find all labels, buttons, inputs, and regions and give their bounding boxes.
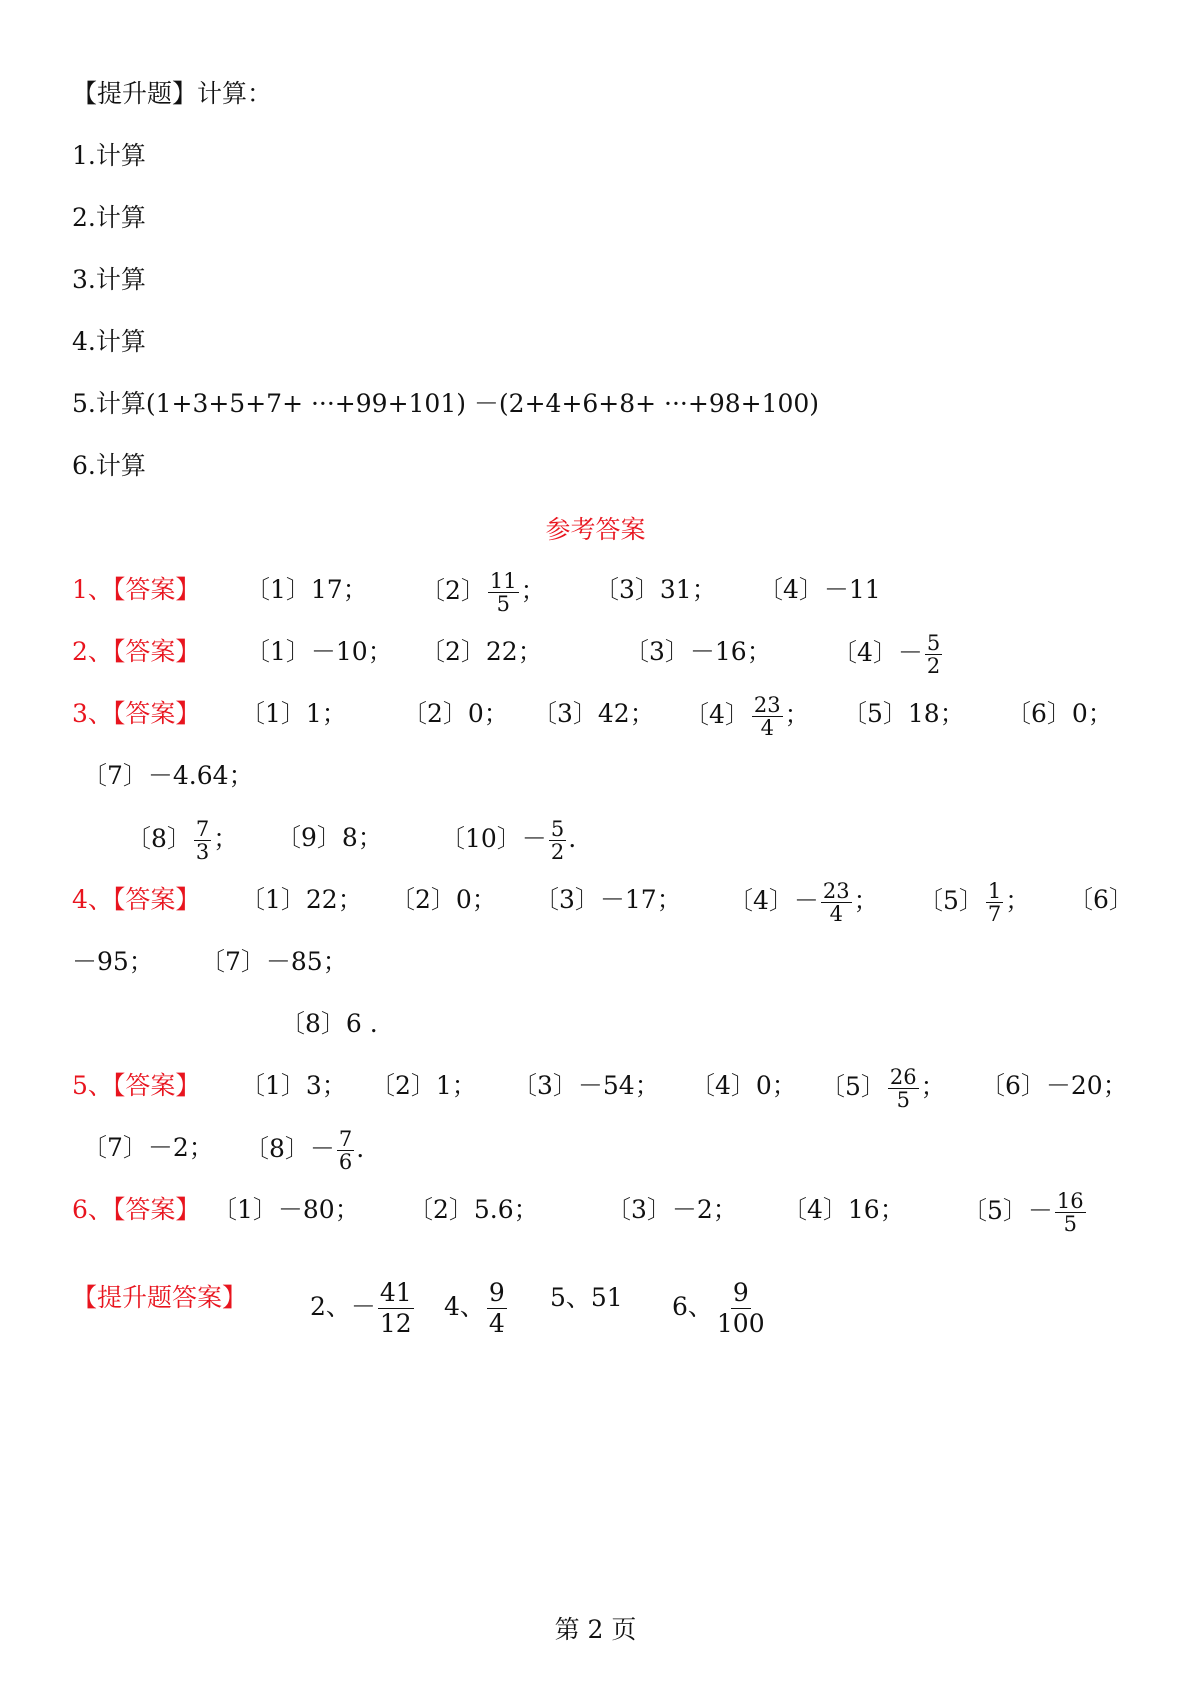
fraction-numerator: 5 [550, 817, 565, 841]
fraction-denominator: 7 [987, 902, 1002, 926]
answer-5-part-8 [244, 1127, 365, 1174]
fraction-denominator: 5 [896, 1088, 910, 1112]
answer-5-part-6: 〔6〕－20； [980, 1071, 1128, 1100]
fraction-numerator: 11 [489, 569, 517, 593]
answer-2-part-4 [832, 631, 944, 678]
answer-5-part-4: 〔4〕0； [690, 1071, 797, 1100]
fraction-denominator: 5 [1063, 1212, 1077, 1236]
fraction-numerator: 26 [889, 1065, 917, 1089]
advanced-answer-2-fraction [378, 1278, 414, 1339]
answer-6-part-5 [962, 1189, 1088, 1236]
answer-3-part-9: 〔9〕8； [276, 823, 383, 852]
problem-3: 3.计算 [72, 265, 146, 294]
answer-5-fraction-8 [337, 1128, 354, 1173]
fraction-denominator: 3 [195, 840, 210, 864]
answer-3-part-10-label: 〔10〕－ [440, 824, 547, 853]
answer-6-part-4: 〔4〕16； [782, 1195, 905, 1224]
answer-4-part-3: 〔3〕－17； [534, 885, 682, 914]
answer-2-part-1: 〔1〕－10； [245, 637, 393, 666]
answer-4-part-2: 〔2〕0； [390, 885, 497, 914]
fraction-numerator: 5 [926, 631, 941, 655]
advanced-answer-6-fraction [715, 1278, 767, 1339]
advanced-answer-6 [672, 1278, 769, 1338]
advanced-answer-4-label: 4、 [444, 1292, 485, 1321]
answer-4-part-4-label: 〔4〕－ [728, 886, 819, 915]
answer-6-part-5-label: 〔5〕－ [962, 1196, 1053, 1225]
answer-2-part-4-label: 〔4〕－ [832, 638, 923, 667]
fraction-numerator: 7 [338, 1127, 353, 1151]
advanced-answer-2-label: 2、－ [310, 1292, 376, 1321]
answer-3-part-4 [684, 693, 810, 740]
fraction-numerator: 41 [379, 1278, 412, 1307]
answer-6-fraction-5 [1055, 1190, 1086, 1235]
answer-4-part-5-label: 〔5〕 [918, 886, 984, 915]
answer-3-part-4-end: ； [784, 700, 810, 729]
answer-3-part-5: 〔5〕18； [842, 699, 965, 728]
answer-1-part-2-end: ； [520, 576, 546, 605]
advanced-answer-4 [444, 1278, 509, 1338]
answer-4-part-6-value: －95； [72, 947, 154, 976]
answer-3-fraction-4 [752, 694, 783, 739]
answer-5-part-7: 〔7〕－2； [82, 1133, 214, 1162]
answer-5-part-5-label: 〔5〕 [820, 1072, 886, 1101]
answer-6-part-3: 〔3〕－2； [606, 1195, 738, 1224]
fraction-numerator: 16 [1056, 1189, 1084, 1213]
answer-3-tag: 3、【答案】 [72, 699, 201, 728]
answer-6-part-1: 〔1〕－80； [212, 1195, 360, 1224]
answer-5-tag: 5、【答案】 [72, 1071, 201, 1100]
section-title: 【提升题】计算： [72, 79, 273, 108]
problem-4: 4.计算 [72, 327, 146, 356]
fraction-denominator: 12 [379, 1309, 412, 1338]
answer-4-part-5 [918, 879, 1031, 926]
answer-6-part-2: 〔2〕5.6； [408, 1195, 539, 1224]
answer-6-tag: 6、【答案】 [72, 1195, 201, 1224]
problem-2: 2.计算 [72, 203, 146, 232]
answer-4-fraction-4 [821, 880, 852, 925]
answer-5-fraction-5 [888, 1066, 919, 1111]
answer-4-part-8: 〔8〕6 . [280, 1009, 378, 1038]
answer-2-part-3: 〔3〕－16； [624, 637, 772, 666]
answer-4-part-5-end: ； [1005, 886, 1031, 915]
answer-3-part-10-end: . [568, 824, 577, 853]
answer-1-part-2-label: 〔2〕 [420, 576, 486, 605]
advanced-answer-tag: 【提升题答案】 [72, 1283, 248, 1312]
answer-4-part-4-end: ； [853, 886, 879, 915]
answer-4-part-7: 〔7〕－85； [200, 947, 348, 976]
fraction-denominator: 2 [550, 840, 565, 864]
fraction-numerator: 23 [822, 879, 850, 903]
answer-3-part-7: 〔7〕－4.64； [82, 761, 254, 790]
answer-1-part-4: 〔4〕－11 [758, 575, 881, 604]
problem-6: 6.计算 [72, 451, 146, 480]
answers-heading: 参考答案 [545, 515, 646, 544]
answer-1-part-2 [420, 569, 546, 616]
answer-3-part-8-end: ； [213, 824, 239, 853]
fraction-denominator: 100 [716, 1309, 765, 1338]
answer-3-part-4-label: 〔4〕 [684, 700, 750, 729]
answer-5-part-5-end: ； [920, 1072, 946, 1101]
answer-3-part-6: 〔6〕0； [1006, 699, 1113, 728]
problem-5: 5.计算(1+3+5+7+ ···+99+101) －(2+4+6+8+ ···+98+100) [72, 389, 820, 418]
answer-3-fraction-10 [549, 818, 566, 863]
answer-4-part-4 [728, 879, 879, 926]
fraction-numerator: 9 [488, 1278, 505, 1307]
answer-5-part-8-end: . [356, 1134, 365, 1163]
answer-2-part-2: 〔2〕22； [420, 637, 543, 666]
page-number: 第 2 页 [554, 1615, 637, 1644]
advanced-answer-2 [310, 1278, 416, 1338]
fraction-denominator: 6 [338, 1150, 353, 1174]
answer-3-part-8 [126, 817, 239, 864]
answer-4-fraction-5 [986, 880, 1003, 925]
answer-3-part-1: 〔1〕1； [240, 699, 347, 728]
answer-3-part-2: 〔2〕0； [402, 699, 509, 728]
fraction-denominator: 5 [496, 592, 510, 616]
answer-4-tag: 4、【答案】 [72, 885, 201, 914]
answer-3-fraction-8 [194, 818, 211, 863]
answer-1-part-1: 〔1〕17； [245, 575, 368, 604]
advanced-answer-4-fraction [487, 1278, 507, 1339]
fraction-denominator: 2 [926, 654, 941, 678]
advanced-answer-5: 5、51 [550, 1283, 623, 1312]
answer-2-fraction [925, 632, 942, 677]
answer-3-part-10 [440, 817, 577, 864]
answer-5-part-8-label: 〔8〕－ [244, 1134, 335, 1163]
answer-5-part-5 [820, 1065, 946, 1112]
fraction-denominator: 4 [488, 1309, 505, 1338]
fraction-denominator: 4 [760, 716, 774, 740]
fraction-denominator: 4 [829, 902, 843, 926]
fraction-numerator: 1 [987, 879, 1002, 903]
answer-4-part-1: 〔1〕22； [240, 885, 363, 914]
answer-5-part-3: 〔3〕－54； [512, 1071, 660, 1100]
answer-1-fraction [488, 570, 519, 615]
fraction-numerator: 23 [753, 693, 781, 717]
answer-1-tag: 1、【答案】 [72, 575, 201, 604]
advanced-answer-6-label: 6、 [672, 1292, 713, 1321]
answer-1-part-3: 〔3〕31； [594, 575, 717, 604]
answer-2-tag: 2、【答案】 [72, 637, 201, 666]
answer-4-part-6: 〔6〕 [1068, 885, 1134, 914]
answer-3-part-3: 〔3〕42； [532, 699, 655, 728]
problem-1: 1.计算 [72, 141, 146, 170]
fraction-numerator: 9 [732, 1278, 749, 1307]
answer-3-part-8-label: 〔8〕 [126, 824, 192, 853]
answer-5-part-1: 〔1〕3； [240, 1071, 347, 1100]
answer-5-part-2: 〔2〕1； [370, 1071, 477, 1100]
fraction-numerator: 7 [195, 817, 210, 841]
